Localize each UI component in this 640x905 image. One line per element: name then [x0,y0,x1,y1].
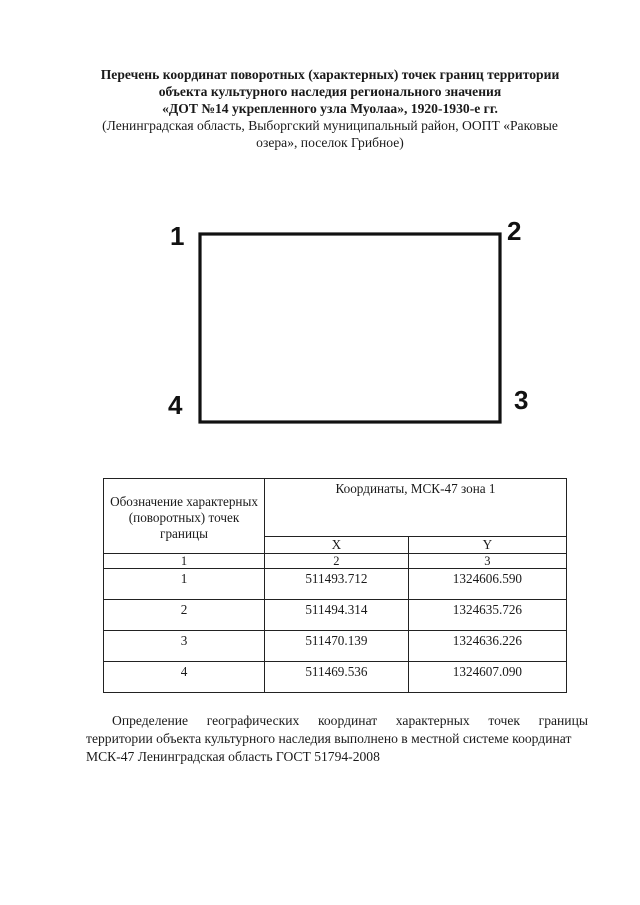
y-cell: 1324636.226 [408,631,566,662]
column-number: 2 [265,554,409,569]
point-cell: 3 [104,631,265,662]
paragraph-line-3: МСК-47 Ленинградская область ГОСТ 51794-2008 [86,749,380,764]
table-row [104,662,567,693]
y-cell: 1324606.590 [408,569,566,600]
header-y: Y [408,537,566,554]
table-row [104,600,567,631]
title-line-4: (Ленинградская область, Выборгский муниципальный район, ООПТ «Раковые [102,118,558,133]
coordinates-table [103,478,567,693]
x-cell: 511470.139 [265,631,409,662]
point-cell: 2 [104,600,265,631]
y-cell: 1324607.090 [408,662,566,693]
x-cell: 511469.536 [265,662,409,693]
document-title [70,66,590,151]
header-x: X [265,537,409,554]
boundary-rectangle [200,234,500,422]
title-line-1: Перечень координат поворотных (характерных) точек границ территории [100,67,560,82]
point-cell: 1 [104,569,265,600]
paragraph-line-1: Определение географических координат характерных точек границы [112,713,588,728]
column-number: 3 [408,554,566,569]
point-cell: 4 [104,662,265,693]
column-number: 1 [104,554,265,569]
column-numbering-row [104,554,567,569]
point-label-1: 1 [170,221,185,251]
paragraph-line-2: территории объекта культурного наследия выполнено в местной системе координат [86,731,572,746]
header-point-designation: Обозначение характерных (поворотных) точек границы [104,479,265,554]
title-line-2: объекта культурного наследия регионального значения [158,84,502,99]
title-line-3: «ДОТ №14 укрепленного узла Муолаа», 1920-1930-е гг. [162,101,498,116]
table-row [104,631,567,662]
point-label-3: 3 [514,385,529,415]
point-label-4: 4 [168,390,183,420]
y-cell: 1324635.726 [408,600,566,631]
header-coordinates: Координаты, МСК-47 зона 1 [265,479,567,537]
point-label-2: 2 [507,216,522,246]
title-line-5: озера», поселок Грибное) [256,135,404,150]
x-cell: 511493.712 [265,569,409,600]
x-cell: 511494.314 [265,600,409,631]
methodology-paragraph [86,712,588,766]
table-row [104,569,567,600]
